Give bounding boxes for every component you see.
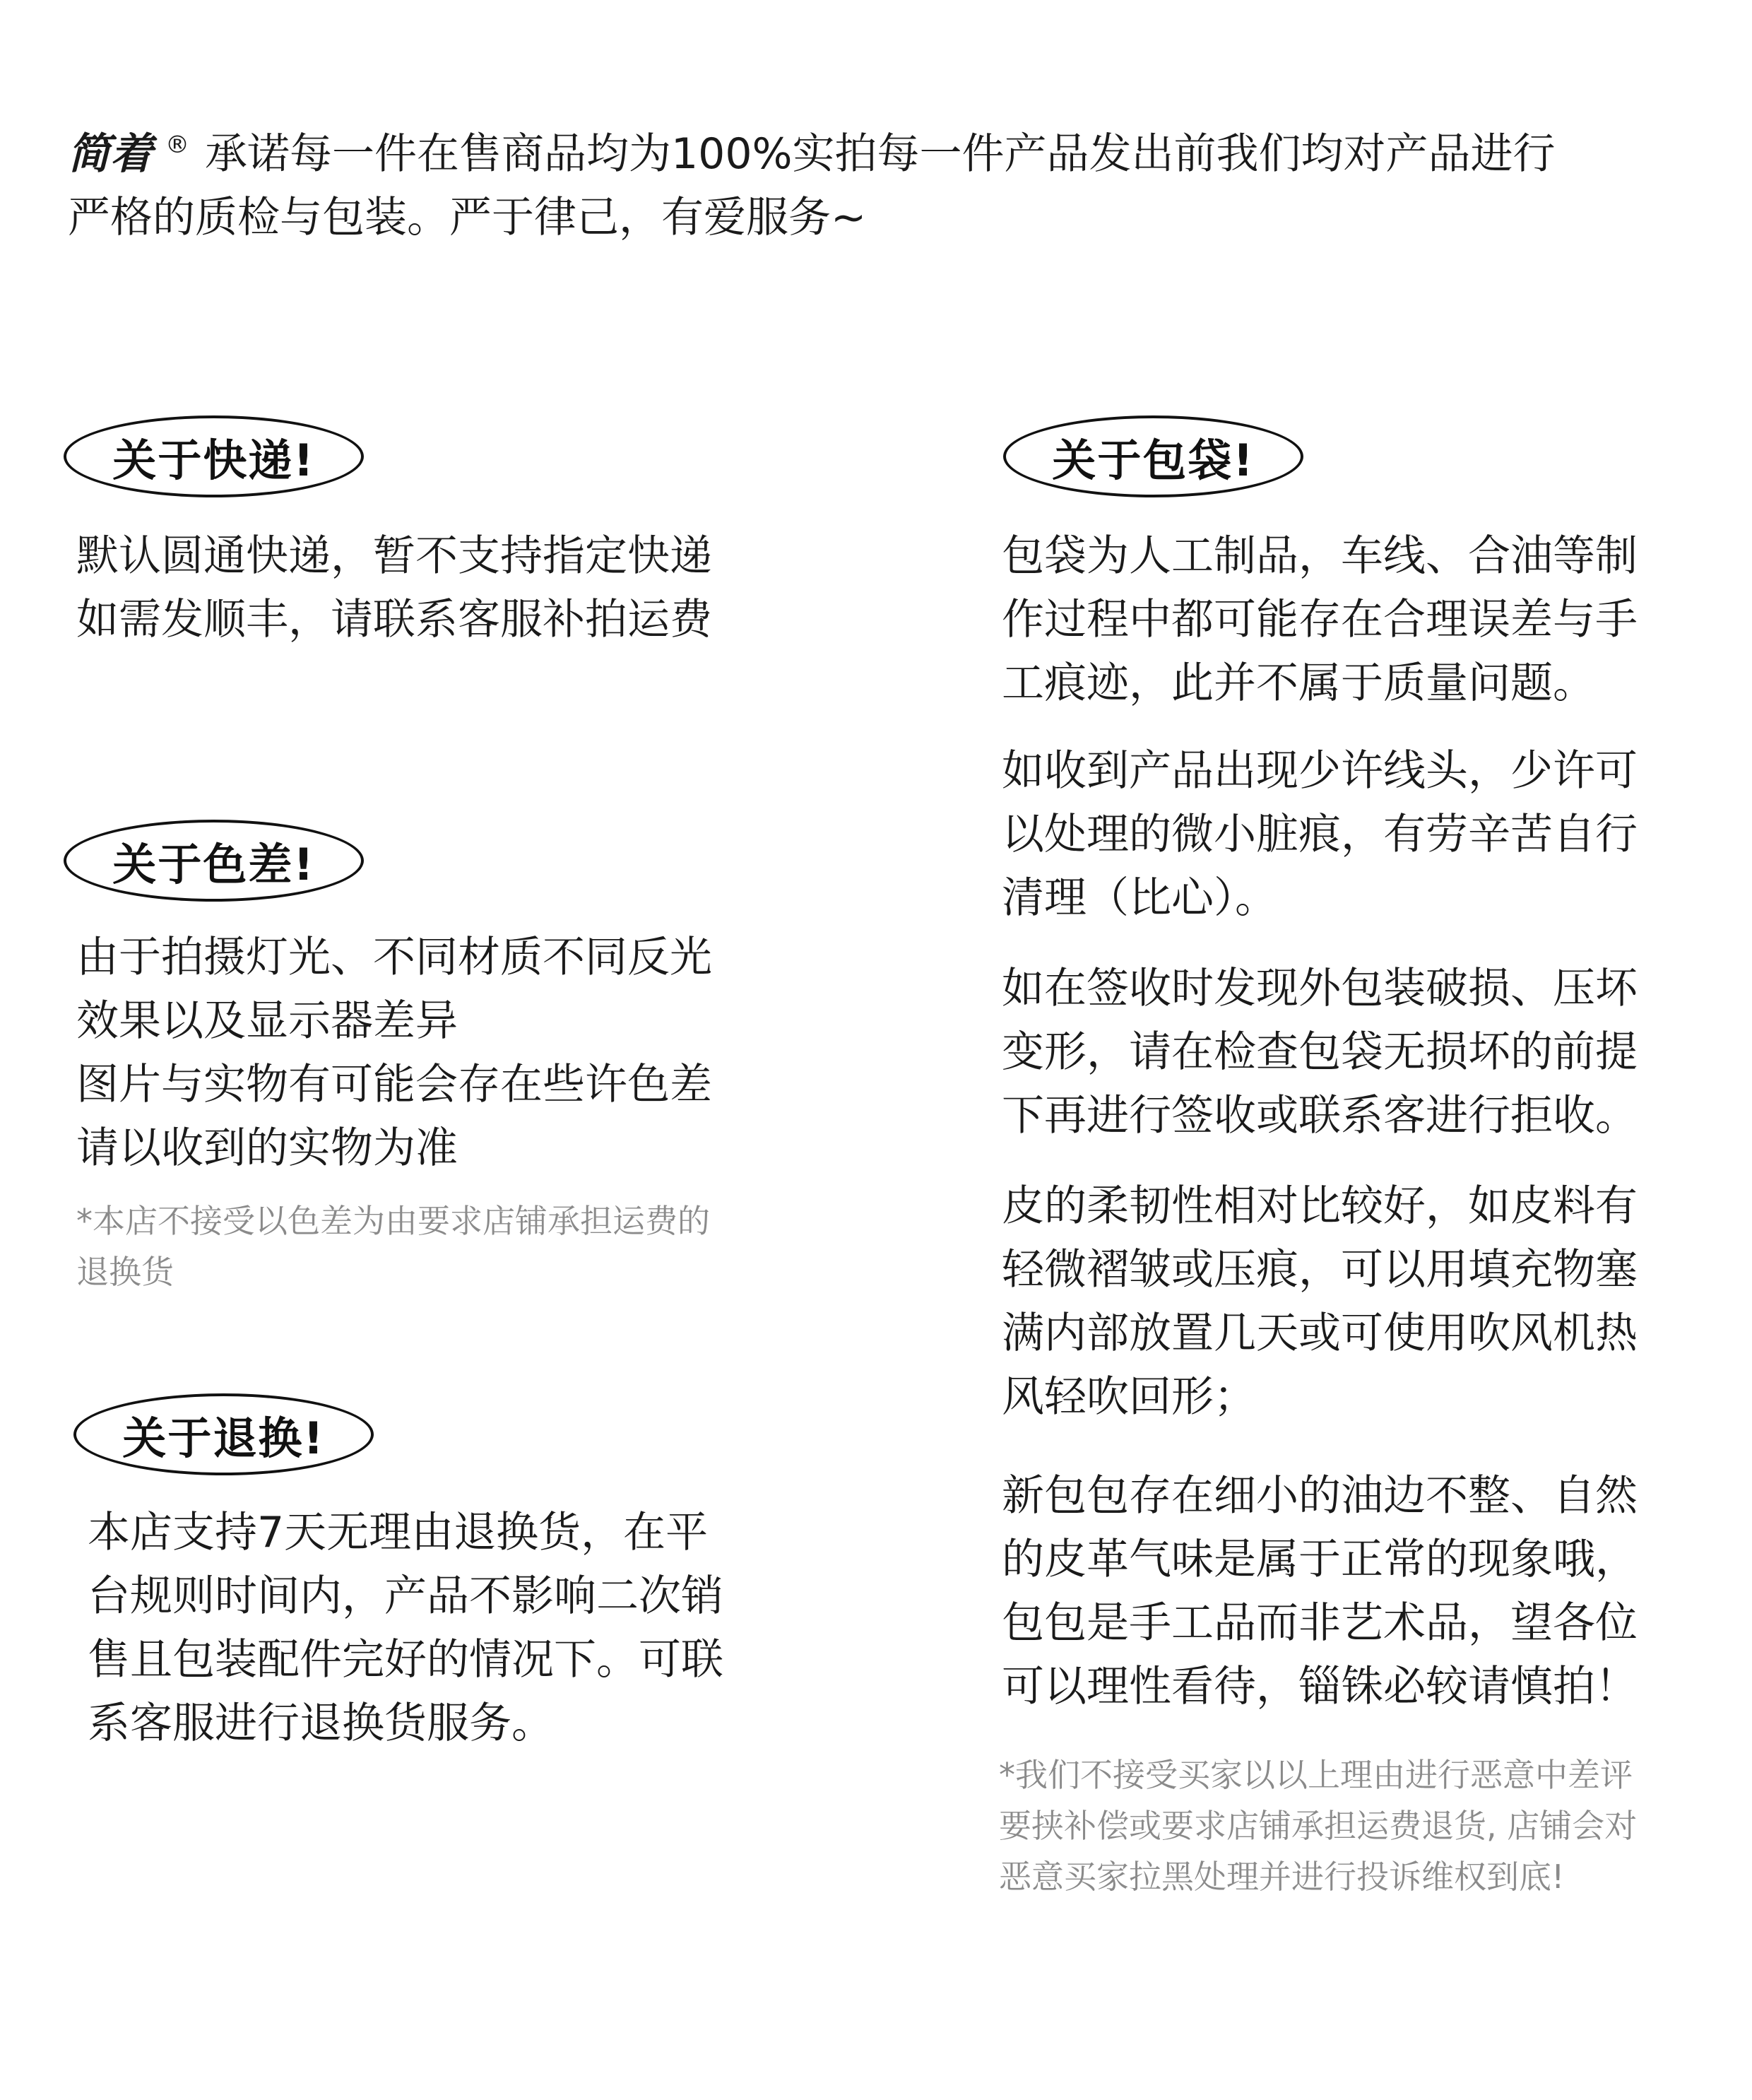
intro-paragraph	[68, 113, 1693, 249]
return-line: 系客服进行退换货服务。	[88, 1699, 554, 1748]
bag-note-line: *我们不接受买家以以上理由进行恶意中差评	[999, 1756, 1633, 1794]
bag-badge	[1003, 415, 1303, 497]
bag-paragraph-4	[1002, 1174, 1638, 1429]
bag-line: 包袋为人工制品，车线、合油等制	[1002, 531, 1638, 581]
color-title: 关于色差!	[112, 838, 315, 890]
intro-text-line2: 严格的质检与包装。严于律己，有爱服务~	[68, 193, 867, 242]
color-line: 图片与实物有可能会存在些许色差	[76, 1060, 712, 1109]
return-text	[88, 1501, 723, 1755]
bag-note	[999, 1750, 1637, 1902]
bag-line: 满内部放置几天或可使用吹风机热	[1002, 1309, 1638, 1358]
intro-text-line1: 承诺每一件在售商品均为100%实拍每一件产品发出前我们均对产品进行	[205, 129, 1556, 179]
express-line: 默认圆通快递，暂不支持指定快递	[76, 531, 712, 581]
bag-line: 轻微褶皱或压痕，可以用填充物塞	[1002, 1245, 1638, 1294]
bag-line: 可以理性看待，锱铢必较请慎拍！	[1002, 1662, 1638, 1711]
bag-line: 皮的柔韧性相对比较好，如皮料有	[1002, 1181, 1638, 1231]
return-line: 台规则时间内，产品不影响二次销	[88, 1571, 723, 1621]
bag-line: 如在签收时发现外包装破损、压坏	[1002, 964, 1638, 1013]
bag-line: 清理（比心）。	[1002, 873, 1277, 923]
bag-line: 包包是手工品而非艺术品，望各位	[1002, 1598, 1638, 1648]
express-badge	[64, 415, 364, 497]
return-badge	[73, 1393, 374, 1475]
return-title: 关于退换!	[122, 1412, 325, 1464]
bag-line: 工痕迹，此并不属于质量问题。	[1002, 659, 1595, 708]
color-line: 由于拍摄灯光、不同材质不同反光	[76, 933, 712, 982]
bag-line: 的皮革气味是属于正常的现象哦，	[1002, 1535, 1638, 1584]
bag-note-line: 要挟补偿或要求店铺承担运费退货, 店铺会对	[999, 1807, 1638, 1845]
return-line: 本店支持7天无理由退换货，在平	[88, 1508, 709, 1557]
bag-paragraph-3	[1002, 957, 1638, 1148]
bag-line: 变形，请在检查包袋无损坏的前提	[1002, 1027, 1638, 1077]
color-note-line: 退换货	[76, 1253, 174, 1291]
registered-mark: ®	[165, 131, 189, 159]
bag-line: 以处理的微小脏痕，有劳辛苦自行	[1002, 810, 1638, 859]
color-badge	[64, 820, 364, 902]
express-text	[76, 524, 712, 651]
color-note	[76, 1196, 710, 1297]
bag-line: 新包包存在细小的油边不整、自然	[1002, 1471, 1638, 1521]
color-line: 效果以及显示器差异	[76, 996, 458, 1046]
brand-name: 简着	[68, 129, 153, 179]
bag-line: 下再进行签收或联系客进行拒收。	[1002, 1091, 1638, 1140]
bag-line: 作过程中都可能存在合理误差与手	[1002, 595, 1638, 644]
bag-note-line: 恶意买家拉黑处理并进行投诉维权到底!	[999, 1858, 1565, 1896]
color-text	[76, 926, 712, 1180]
bag-line: 风轻吹回形；	[1002, 1372, 1256, 1422]
bag-line: 如收到产品出现少许线头，少许可	[1002, 746, 1638, 796]
color-note-line: *本店不接受以色差为由要求店铺承担运费的	[76, 1202, 710, 1240]
bag-title: 关于包袋!	[1052, 434, 1255, 486]
express-line: 如需发顺丰，请联系客服补拍运费	[76, 595, 712, 644]
color-line: 请以收到的实物为准	[76, 1123, 458, 1173]
express-title: 关于快递!	[112, 434, 315, 486]
bag-paragraph-5	[1002, 1464, 1638, 1718]
return-line: 售且包装配件完好的情况下。可联	[88, 1635, 723, 1685]
bag-paragraph-2	[1002, 739, 1638, 930]
bag-paragraph-1	[1002, 524, 1638, 715]
